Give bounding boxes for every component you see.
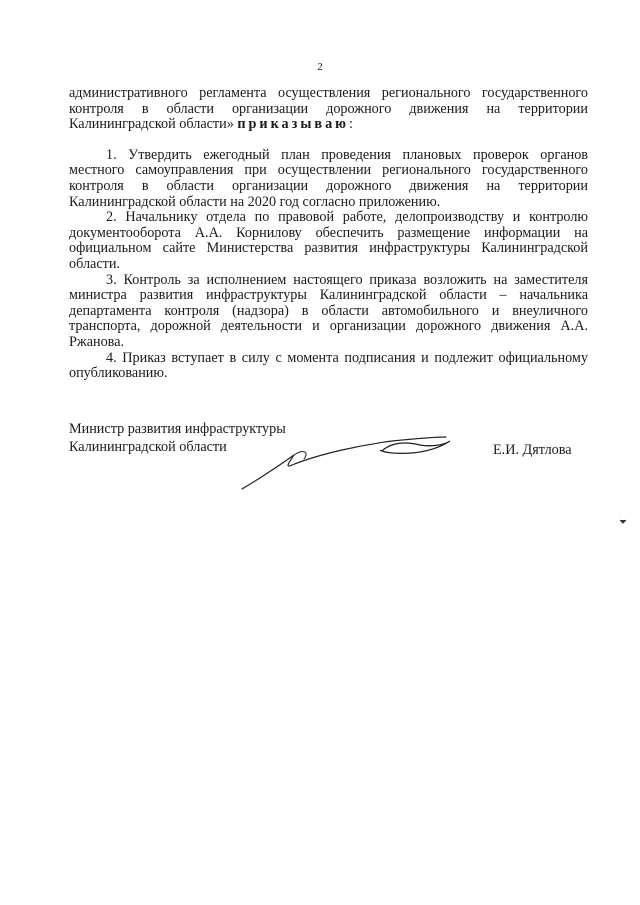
intro-tail: : [349,116,353,133]
paragraph-1: 1. Утвердить ежегодный план проведения плановых проверок органов местного самоуправления при осуществлении регионального государственного контроля в области организации дорожного движения на территории Калининградской области на 2020 год согласно приложению. [69,146,588,210]
order-keyword: приказываю [237,116,350,133]
handwritten-signature [232,425,472,495]
signatory-name: Е.И. Дятлова [493,442,572,458]
paragraph-4: 4. Приказ вступает в силу с момента подписания и подлежит официальному опубликованию. [69,349,588,382]
signatory-title-line-1: Министр развития инфраструктуры [69,421,286,437]
page-number: 2 [317,61,323,73]
intro-text: административного регламента осуществления регионального государственного контроля в области организации дорожного движения на территории Калининградской области» [69,85,588,133]
margin-mark [620,519,626,524]
document-body [69,86,588,382]
intro-paragraph [69,86,588,133]
paragraph-3: 3. Контроль за исполнением настоящего приказа возложить на заместителя министра развития инфраструктуры Калининградской области – начальника департамента контроля (надзора) в области автомобильного и внеуличного транспорта, дорожной деятельности и организации дорожного движения А.А. Ржанова. [69,271,588,350]
signatory-title-line-2: Калининградской области [69,439,227,455]
paragraph-2: 2. Начальнику отдела по правовой работе, делопроизводству и контролю документооборота А.А. Корнилову обеспечить размещение информации на официальном сайте Министерства развития инфраструктуры Калининградской области. [69,209,588,272]
